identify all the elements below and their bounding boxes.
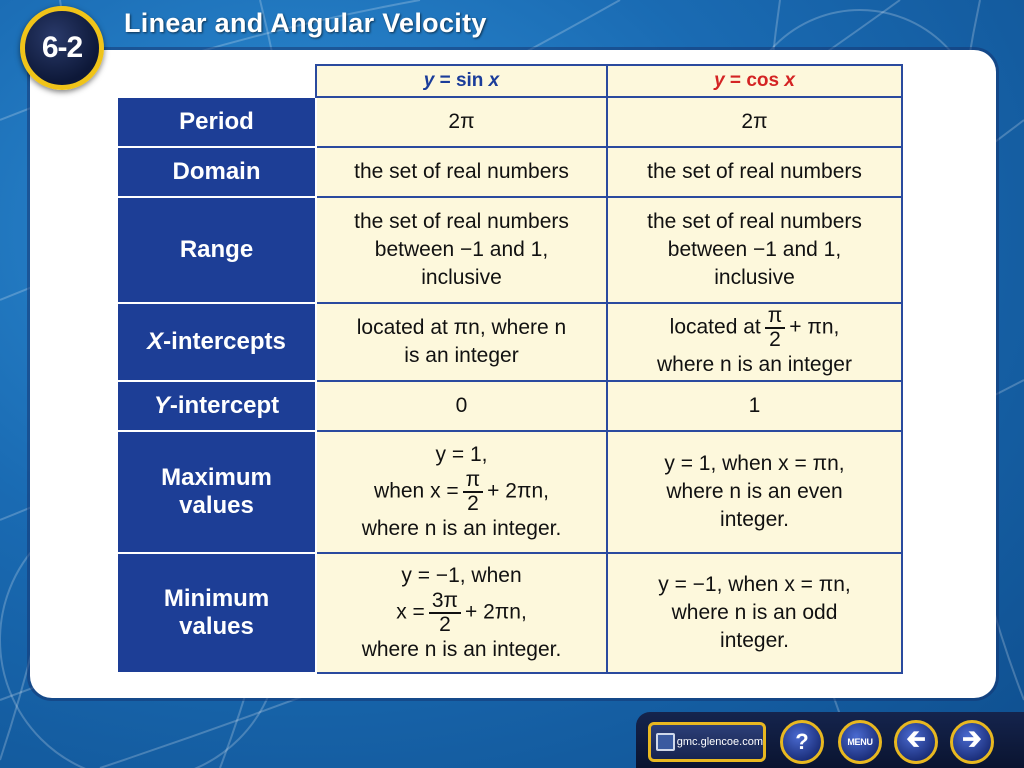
back-button[interactable]	[894, 720, 938, 764]
header-corner	[118, 65, 316, 97]
row-label-minimum: Minimum values	[118, 553, 316, 673]
row-label-range: Range	[118, 197, 316, 303]
cos-domain-value: the set of real numbers	[607, 147, 902, 197]
fraction: $\frac{3\pi}{2}$	[429, 590, 461, 636]
properties-table	[118, 64, 903, 674]
arrow-left-icon: 🡰	[906, 725, 926, 753]
sin-minimum-value: y = −1, when x = $\frac{3\pi}{2}$ + 2πn, where n is an integer.	[316, 553, 607, 673]
row-label-maximum: Maximum values	[118, 431, 316, 553]
sin-x-intercepts-value: located at πn, where n is an integer	[316, 303, 607, 381]
sin-period-value: 2π	[316, 97, 607, 147]
website-link-button[interactable]	[648, 722, 766, 762]
table-row	[118, 431, 902, 553]
monitor-icon	[656, 733, 675, 751]
fraction: $\frac{\pi}{2}$	[463, 469, 484, 515]
row-label-x-intercepts: X-intercepts	[118, 303, 316, 381]
table-row	[118, 197, 902, 303]
cos-period-value: 2π	[607, 97, 902, 147]
fraction: $\frac{\pi}{2}$	[765, 305, 786, 351]
question-icon: ?	[795, 729, 809, 754]
table-row	[118, 303, 902, 381]
sin-range-value: the set of real numbers between −1 and 1, inclusive	[316, 197, 607, 303]
table-header-row	[118, 65, 902, 97]
row-label-y-intercept: Y-intercept	[118, 381, 316, 431]
table-row	[118, 381, 902, 431]
table-row	[118, 97, 902, 147]
table-row	[118, 553, 902, 673]
cos-range-value: the set of real numbers between −1 and 1, inclusive	[607, 197, 902, 303]
sin-y-intercept-value: 0	[316, 381, 607, 431]
section-badge	[20, 6, 104, 90]
row-label-period: Period	[118, 97, 316, 147]
table-row	[118, 147, 902, 197]
cos-y-intercept-value: 1	[607, 381, 902, 431]
cos-column-header: y = cos x	[607, 65, 902, 97]
help-button[interactable]	[780, 720, 824, 764]
cos-minimum-value: y = −1, when x = πn, where n is an odd integer.	[607, 553, 902, 673]
sin-column-header: y = sin x	[316, 65, 607, 97]
sin-maximum-value: y = 1, when x = $\frac{\pi}{2}$ + 2πn, where n is an integer.	[316, 431, 607, 553]
section-number: 6-2	[41, 31, 83, 64]
menu-button[interactable]	[838, 720, 882, 764]
website-link-label: gmc.glencoe.com	[676, 736, 763, 748]
menu-button-label: MENU	[847, 737, 873, 747]
sin-domain-value: the set of real numbers	[316, 147, 607, 197]
lesson-title: Linear and Angular Velocity	[124, 8, 487, 38]
row-label-domain: Domain	[118, 147, 316, 197]
forward-button[interactable]	[950, 720, 994, 764]
cos-maximum-value: y = 1, when x = πn, where n is an even integer.	[607, 431, 902, 553]
cos-x-intercepts-value: located at $\frac{\pi}{2}$ + πn, where n is an integer	[607, 303, 902, 381]
arrow-right-icon: 🡲	[962, 725, 982, 753]
